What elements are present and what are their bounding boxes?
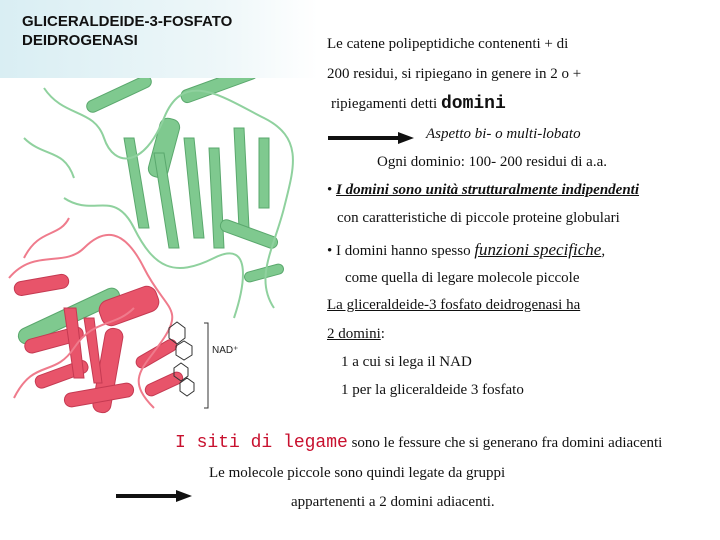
bullet-2: [327, 240, 605, 260]
bullet-2-start: • I domini hanno spesso: [327, 243, 475, 259]
text-each-domain: Ogni dominio: 100- 200 residui di a.a.: [377, 154, 607, 170]
nad-ligand: [169, 322, 208, 408]
bullet-2-comma: ,: [601, 243, 606, 259]
text-gapdh-line2: [327, 326, 385, 343]
bullet-2-emphasis: funzioni specifiche: [474, 240, 602, 259]
binding-sites-line: [175, 433, 662, 453]
text-small-molecules-1: Le molecole piccole sono quindi legate da gruppi: [209, 465, 506, 481]
binding-sites-term: I siti di legame: [175, 433, 348, 453]
term-domini: domini: [440, 94, 506, 114]
text-p1-line1: Le catene polipeptidiche contenenti + di: [327, 36, 569, 52]
text-aspect: Aspetto bi- o multi-lobato: [426, 126, 581, 142]
text-2-domini: 2 domini: [327, 326, 381, 342]
text-small-molecules-2: appartenenti a 2 domini adiacenti.: [291, 494, 495, 510]
protein-structure-image: [4, 78, 314, 418]
binding-sites-definition: sono le fessure che si generano fra domini adiacenti: [347, 435, 663, 451]
bullet-1: [327, 182, 639, 199]
text-gapdh-line1: La gliceraldeide-3 fosfato deidrogenasi ha: [327, 297, 581, 313]
title-line-2: DEIDROGENASI: [22, 32, 138, 49]
slide-title: [22, 12, 232, 50]
arrow-right-icon-2: [116, 489, 192, 503]
text-nad-domain: 1 a cui si lega il NAD: [341, 354, 472, 370]
bullet-1-dot: •: [327, 182, 337, 198]
text-g3p-domain: 1 per la gliceraldeide 3 fosfato: [341, 382, 524, 398]
bullet-1-emphasis: I domini sono unità strutturalmente indipendenti: [336, 182, 640, 198]
bullet-1-line2: con caratteristiche di piccole proteine globulari: [337, 210, 620, 226]
text-p1-line2: 200 residui, si ripiegano in genere in 2 o +: [327, 66, 582, 82]
nad-label: NAD⁺: [212, 345, 239, 356]
bullet-2-line2: come quella di legare molecole piccole: [345, 270, 580, 286]
text-p1-line3: [331, 94, 506, 114]
title-line-1: GLICERALDEIDE-3-FOSFATO: [22, 13, 233, 30]
text-colon: :: [380, 326, 385, 342]
text-p1-line3a: ripiegamenti detti: [331, 96, 441, 112]
arrow-right-icon: [328, 131, 414, 145]
